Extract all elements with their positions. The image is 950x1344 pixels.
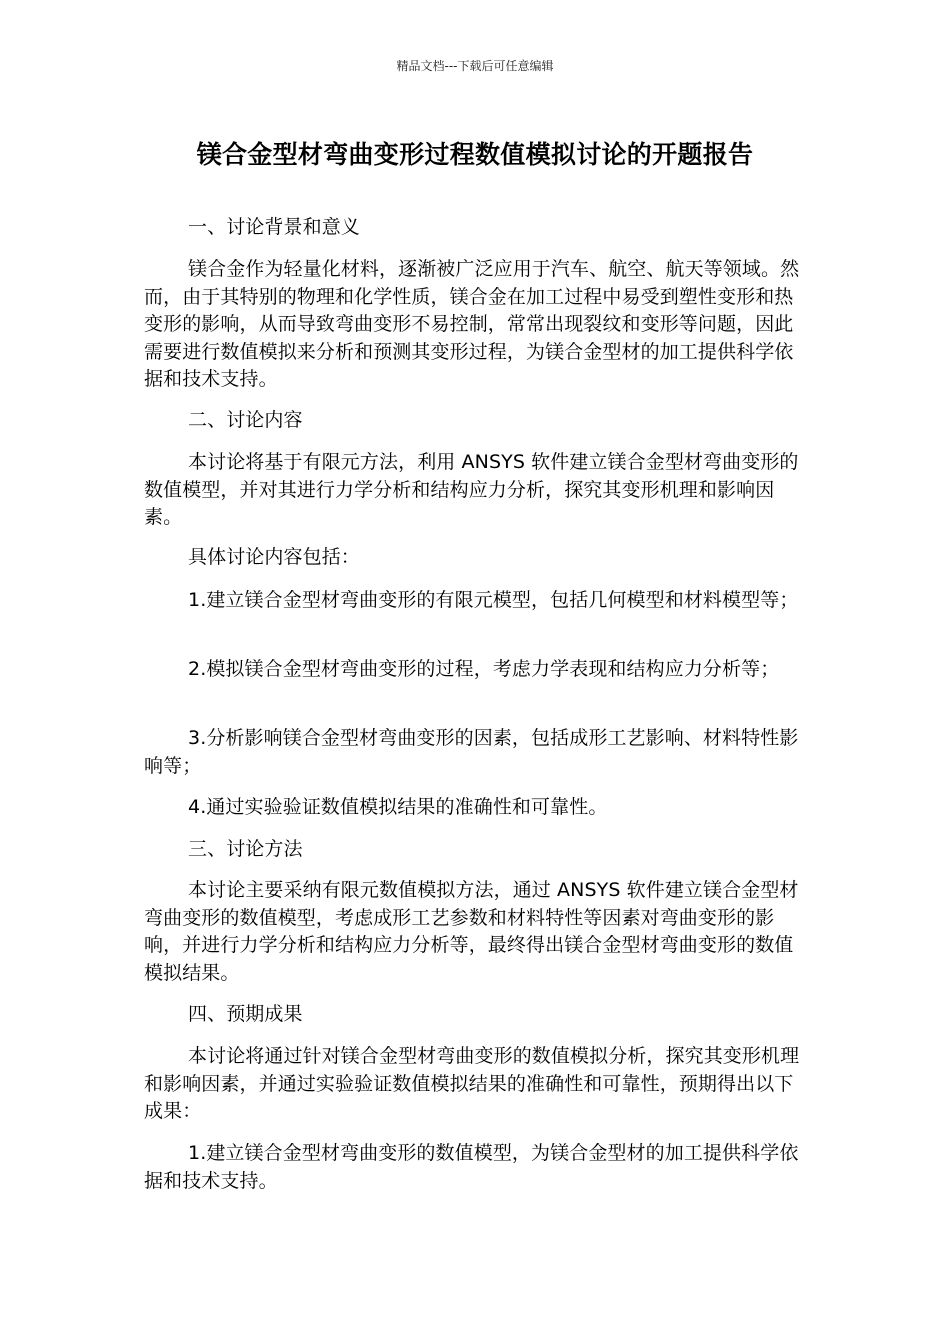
section-2-intro: 具体讨论内容包括： (188, 546, 360, 568)
section-4-heading: 四、预期成果 (188, 1003, 303, 1025)
section-4-paragraph: 本讨论将通过针对镁合金型材弯曲变形的数值模拟分析，探究其变形机理和影响因素，并通过实验验证数值模拟结果的准确性和可靠性，预期得出以下成果： (144, 1045, 800, 1122)
section-2-heading: 二、讨论内容 (188, 409, 303, 431)
section-1-paragraph: 镁合金作为轻量化材料，逐渐被广泛应用于汽车、航空、航天等领域。然而，由于其特别的物理和化学性质，镁合金在加工过程中易受到塑性变形和热变形的影响，从而导致弯曲变形不易控制，常常出现裂纹和变形等问题，因此需要进行数值模拟来分析和预测其变形过程，为镁合金型材的加工提供科学依据和技术支持。 (144, 258, 800, 390)
document-title: 镁合金型材弯曲变形过程数值模拟讨论的开题报告 (196, 140, 754, 169)
section-2-item-3: 3.分析影响镁合金型材弯曲变形的因素，包括成形工艺影响、材料特性影响等； (144, 727, 799, 777)
section-2-item-1: 1.建立镁合金型材弯曲变形的有限元模型，包括几何模型和材料模型等； (188, 589, 799, 611)
section-2-item-2: 2.模拟镁合金型材弯曲变形的过程，考虑力学表现和结构应力分析等； (188, 658, 780, 680)
section-3-heading: 三、讨论方法 (188, 838, 303, 860)
section-1-heading: 一、讨论背景和意义 (188, 216, 360, 238)
section-3-paragraph: 本讨论主要采纳有限元数值模拟方法，通过 ANSYS 软件建立镁合金型材弯曲变形的数值模型，考虑成形工艺参数和材料特性等因素对弯曲变形的影响，并进行力学分析和结构应力分析等，最终得出镁合金型材弯曲变形的数值模拟结果。 (144, 879, 799, 984)
section-4-item-1: 1.建立镁合金型材弯曲变形的数值模型，为镁合金型材的加工提供科学依据和技术支持。 (144, 1142, 799, 1192)
section-2-item-4: 4.通过实验验证数值模拟结果的准确性和可靠性。 (188, 796, 608, 818)
section-2-paragraph: 本讨论将基于有限元方法，利用 ANSYS 软件建立镁合金型材弯曲变形的数值模型，并对其进行力学分析和结构应力分析，探究其变形机理和影响因素。 (144, 451, 799, 528)
header-note: 精品文档---下载后可任意编辑 (396, 59, 554, 73)
